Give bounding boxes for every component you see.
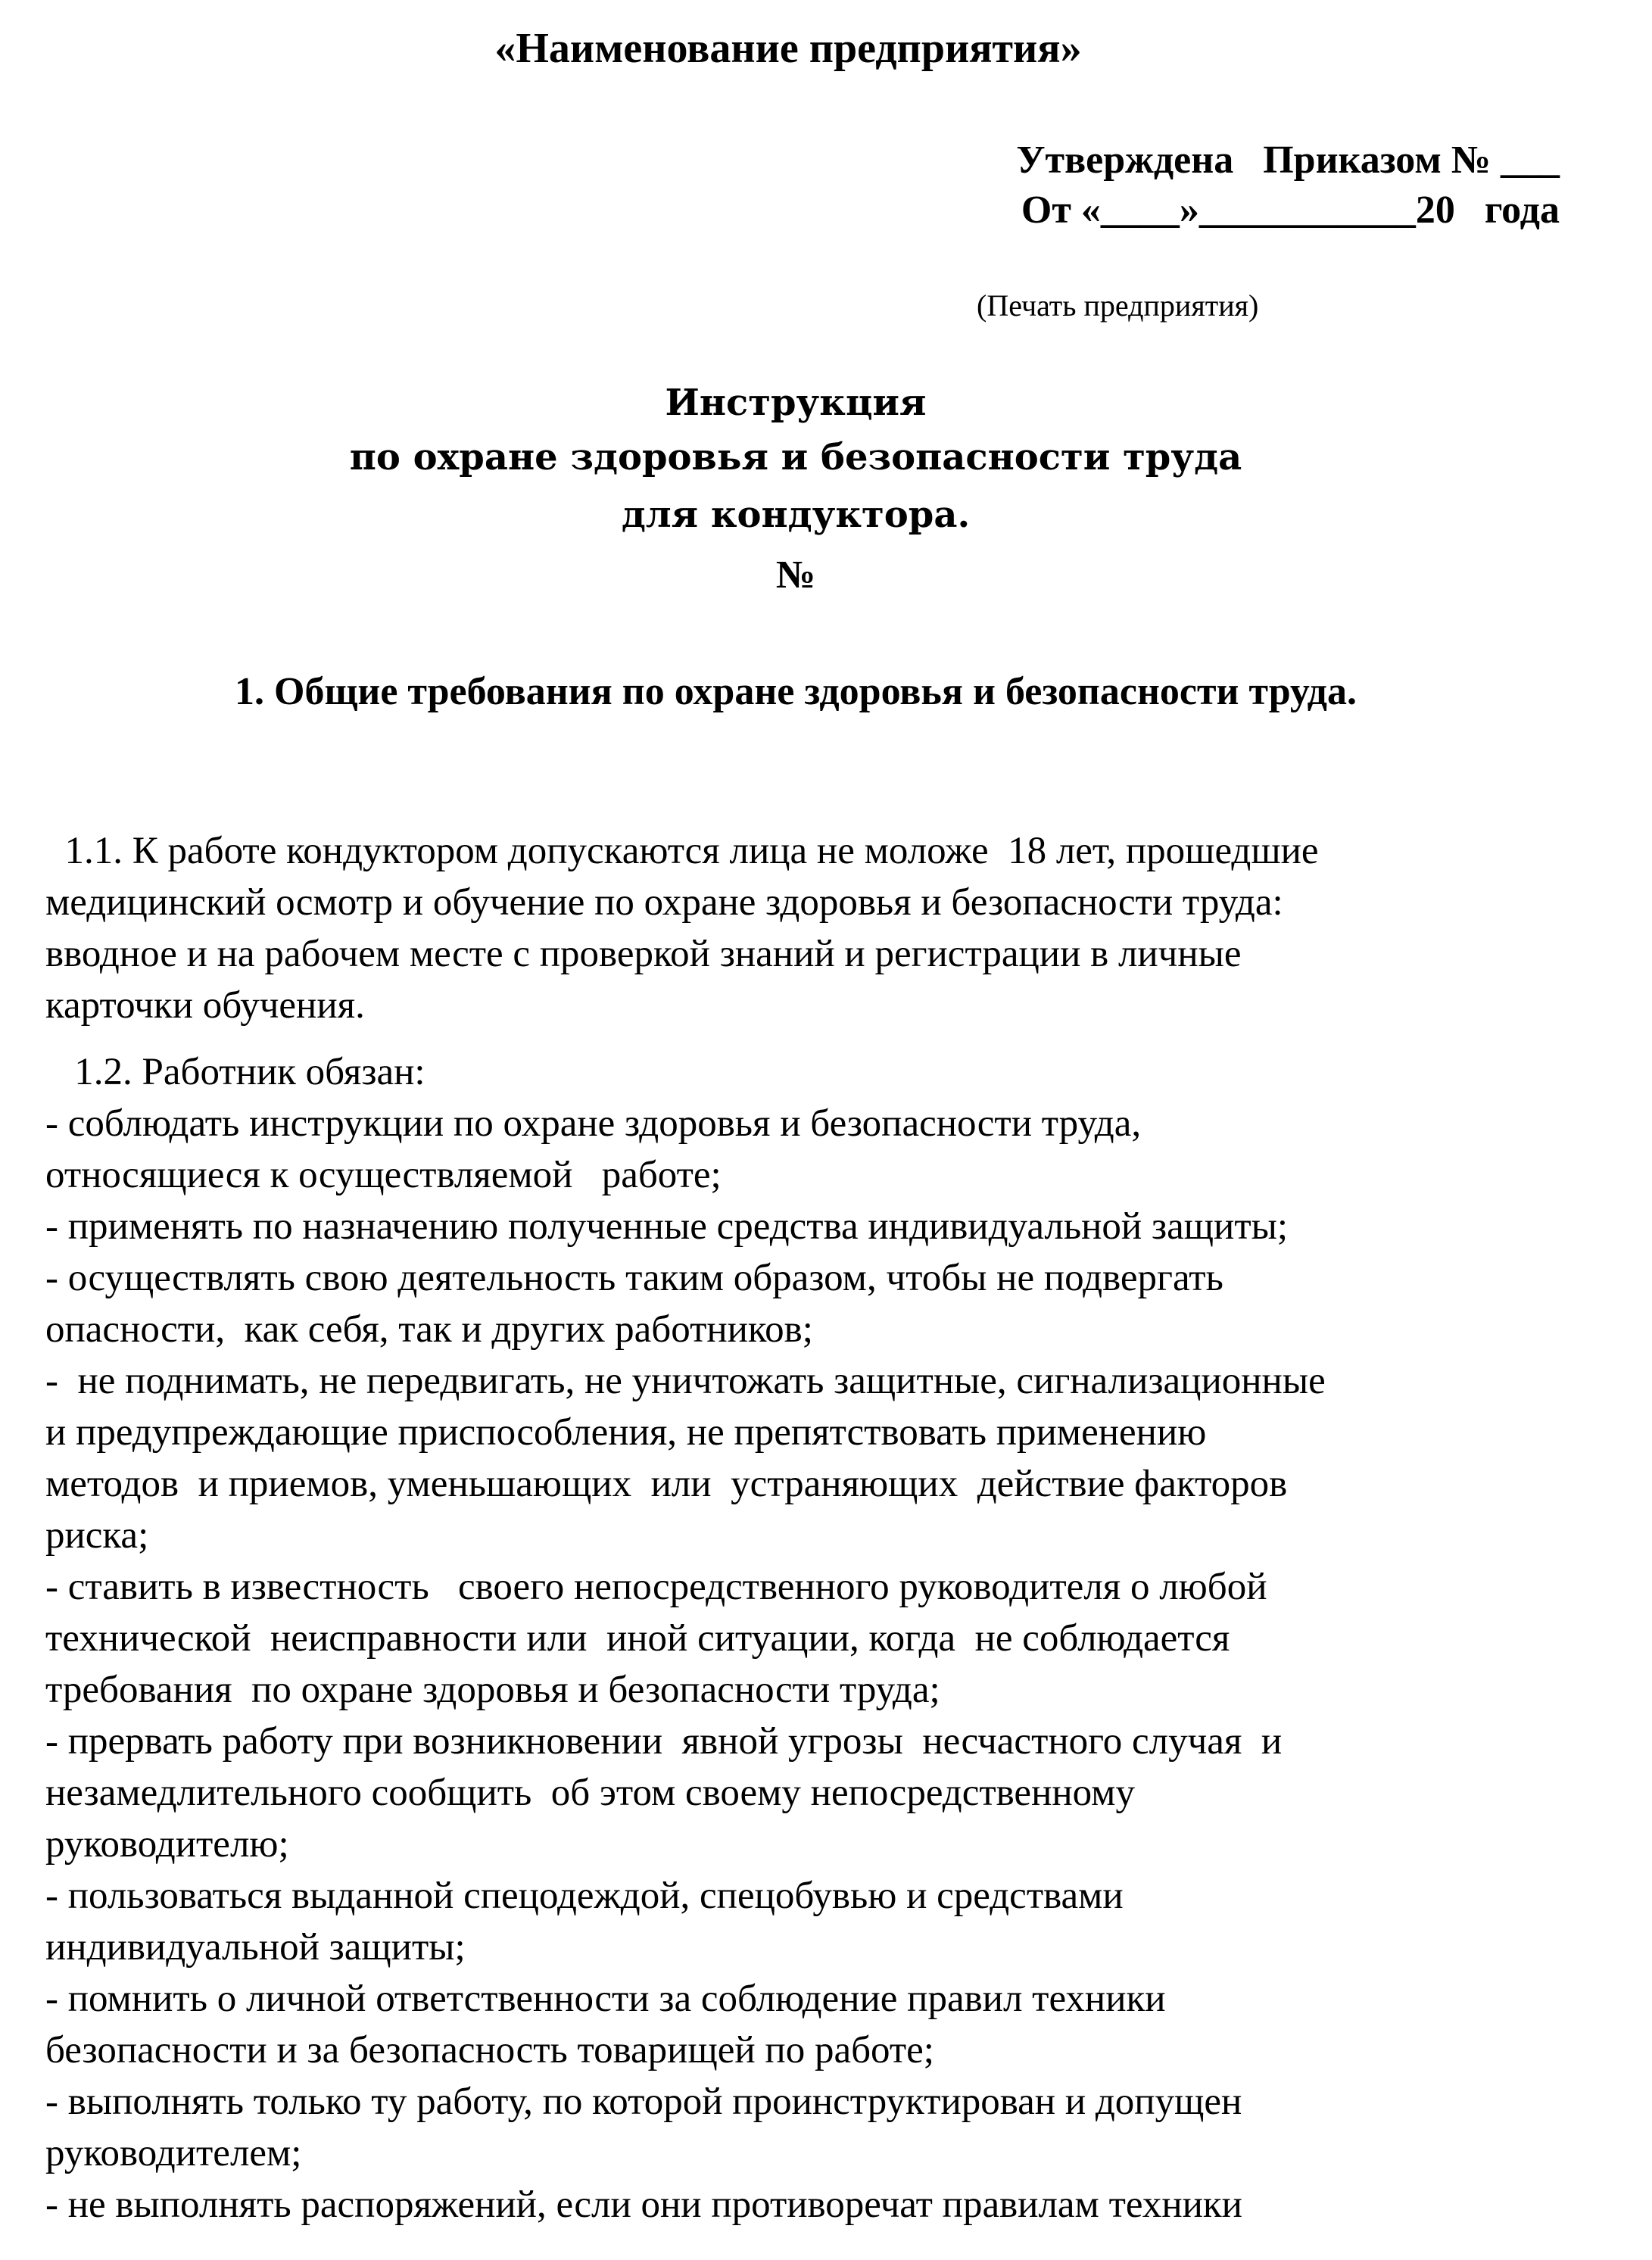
text-line: индивидуальной защиты; — [45, 1926, 466, 1969]
text-line: руководителем; — [45, 2132, 302, 2174]
paragraph-1-1 — [45, 825, 1620, 1031]
text-line: руководителю; — [45, 1823, 289, 1866]
text-line: безопасности и за безопасность товарищей по работе; — [45, 2029, 934, 2071]
approval-order-line: Утверждена Приказом № ___ — [1016, 139, 1560, 182]
text-line: относящиеся к осуществляемой работе; — [45, 1154, 722, 1196]
instruction-target: для кондуктора. — [621, 494, 971, 536]
text-line: - помнить о личной ответственности за соблюдение правил техники — [45, 1978, 1166, 2020]
instruction-subtitle: по охране здоровья и безопасности труда — [349, 436, 1242, 478]
text-line: вводное и на рабочем месте с проверкой знаний и регистрации в личные — [45, 933, 1242, 975]
text-line: 1.2. Работник обязан: — [45, 1051, 425, 1093]
company-name: «Наименование предприятия» — [494, 25, 1082, 72]
approval-date-line: От «____»___________20 года — [1021, 189, 1560, 232]
text-line: и предупреждающие приспособления, не препятствовать применению — [45, 1411, 1207, 1454]
text-line: карточки обучения. — [45, 984, 365, 1027]
text-line: - осуществлять свою деятельность таким образом, чтобы не подвергать — [45, 1257, 1223, 1299]
instruction-title: Инструкция — [665, 382, 927, 424]
seal-note: (Печать предприятия) — [977, 288, 1259, 323]
text-line: - не выполнять распоряжений, если они противоречат правилам техники — [45, 2184, 1242, 2226]
text-line: - прервать работу при возникновении явной угрозы несчастного случая и — [45, 1720, 1283, 1763]
text-line: технической неисправности или иной ситуации, когда не соблюдается — [45, 1617, 1230, 1660]
text-line: медицинский осмотр и обучение по охране здоровья и безопасности труда: — [45, 881, 1283, 924]
text-line: - ставить в известность своего непосредственного руководителя о любой — [45, 1566, 1267, 1608]
text-line: незамедлительного сообщить об этом своему непосредственному — [45, 1772, 1135, 1814]
instruction-number: № — [775, 553, 816, 597]
text-line: - пользоваться выданной спецодеждой, спецобувью и средствами — [45, 1875, 1124, 1917]
text-line: опасности, как себя, так и других работников; — [45, 1308, 813, 1351]
paragraph-1-2 — [45, 1046, 1620, 2230]
text-line: 1.1. К работе кондуктором допускаются лица не моложе 18 лет, прошедшие — [45, 830, 1319, 872]
text-line: - соблюдать инструкции по охране здоровья и безопасности труда, — [45, 1102, 1142, 1145]
section-heading: 1. Общие требования по охране здоровья и безопасности труда. — [235, 670, 1357, 713]
text-line: требования по охране здоровья и безопасности труда; — [45, 1669, 940, 1711]
text-line: методов и приемов, уменьшающих или устраняющих действие факторов — [45, 1463, 1288, 1505]
text-line: - не поднимать, не передвигать, не уничтожать защитные, сигнализационные — [45, 1360, 1326, 1402]
text-line: риска; — [45, 1514, 149, 1557]
text-line: - выполнять только ту работу, по которой проинструктирован и допущен — [45, 2081, 1242, 2123]
text-line: - применять по назначению полученные средства индивидуальной защиты; — [45, 1205, 1289, 1248]
